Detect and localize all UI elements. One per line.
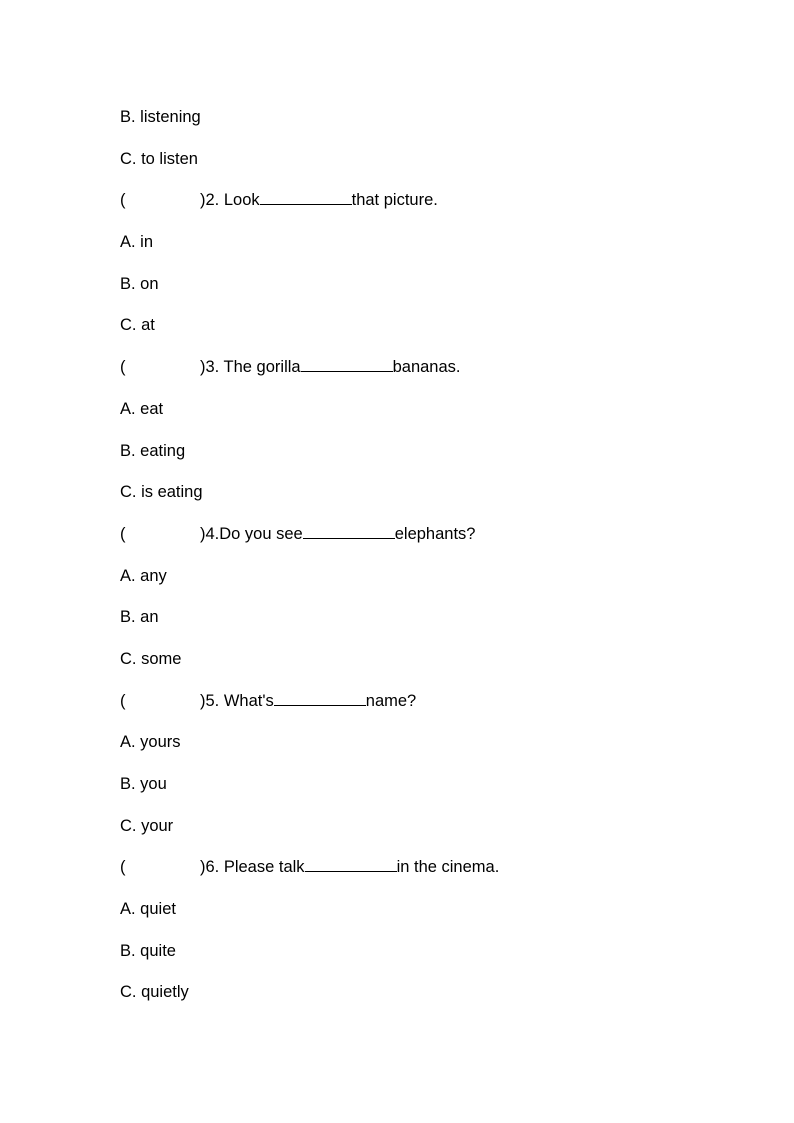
question-6-line (120, 856, 740, 898)
question-4-stem: )4.Do you see (200, 524, 303, 543)
answer-paren-open: ( (120, 858, 126, 877)
option-text: B. an (120, 608, 159, 627)
question-5-line (120, 690, 740, 732)
option-line (120, 481, 740, 523)
option-line (120, 231, 740, 273)
question-5-tail: name? (365, 691, 417, 710)
option-text: C. your (120, 816, 174, 835)
option-text: B. on (120, 274, 159, 293)
question-6-tail: in the cinema. (396, 858, 500, 877)
option-text: C. at (120, 316, 155, 335)
answer-blank (305, 856, 397, 872)
option-line (120, 773, 740, 815)
option-text: B. eating (120, 441, 186, 460)
option-text: B. quite (120, 941, 176, 960)
question-4-tail: elephants? (394, 524, 476, 543)
option-line (120, 731, 740, 773)
question-2-tail: that picture. (351, 191, 438, 210)
answer-paren-open: ( (120, 358, 126, 377)
worksheet-page (120, 106, 740, 1023)
answer-paren-open: ( (120, 691, 126, 710)
question-2-stem: )2. Look (200, 191, 260, 210)
question-2-line (120, 189, 740, 231)
option-line (120, 940, 740, 982)
option-text: B. you (120, 775, 167, 793)
option-line (120, 981, 740, 1023)
option-line (120, 314, 740, 356)
answer-blank (303, 523, 395, 539)
option-line (120, 440, 740, 482)
option-line (120, 398, 740, 440)
question-3-line (120, 356, 740, 398)
option-text: A. quiet (120, 900, 176, 919)
option-text: A. any (120, 566, 167, 585)
option-text: C. some (120, 649, 182, 668)
answer-blank (260, 189, 352, 205)
answer-paren-open: ( (120, 524, 126, 543)
question-4-line (120, 523, 740, 565)
answer-blank (301, 356, 393, 372)
option-text: C. quietly (120, 983, 189, 1002)
option-line (120, 273, 740, 315)
option-line (120, 648, 740, 690)
question-6-stem: )6. Please talk (200, 858, 305, 877)
answer-blank (274, 690, 366, 706)
option-line (120, 606, 740, 648)
option-line (120, 898, 740, 940)
option-line (120, 106, 740, 148)
option-line (120, 815, 740, 857)
option-text: C. to listen (120, 149, 198, 168)
question-3-tail: bananas. (392, 358, 461, 377)
option-text: B. listening (120, 108, 201, 126)
option-text: A. in (120, 233, 154, 252)
question-3-stem: )3. The gorilla (200, 358, 301, 377)
answer-paren-open: ( (120, 191, 126, 210)
option-text: A. eat (120, 399, 164, 418)
option-text: C. is eating (120, 483, 203, 502)
option-line (120, 148, 740, 190)
option-text: A. yours (120, 733, 181, 752)
option-line (120, 565, 740, 607)
question-5-stem: )5. What's (200, 691, 274, 710)
